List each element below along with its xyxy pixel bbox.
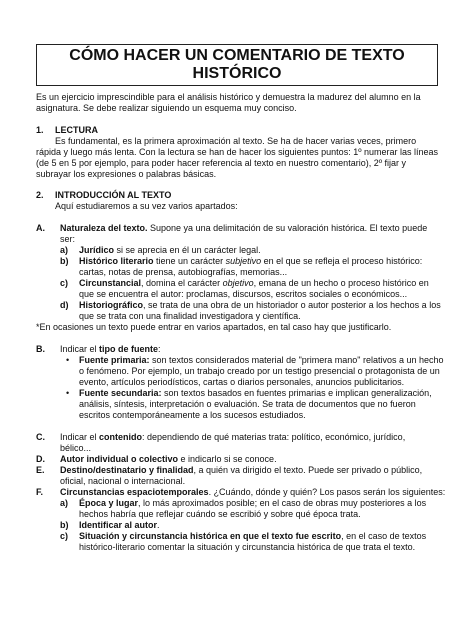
section-1-line-4: subrayar los expresiones o palabras básicas. (36, 169, 217, 179)
item-e-label: E. (36, 465, 45, 475)
item-d-bold: Autor individual o colectivo (60, 454, 179, 464)
intro-line-2: asignatura. Se debe realizar siguiendo un esquema muy conciso. (36, 103, 297, 113)
item-a-sub-b-mid: tiene un carácter (153, 256, 226, 266)
item-b-primary-line-2: o fenómeno. Por ejemplo, un trabajo creado por un testigo presencial o protagonista de un (79, 366, 440, 376)
item-a-sub-d-rest: , se trata de una obra de un historiador o autor posterior a los hechos a los (143, 300, 441, 310)
item-f-sub-b-rest: . (157, 520, 160, 530)
item-c-line-1 (60, 432, 405, 443)
item-b-secondary-bold: Fuente secundaria: (79, 388, 162, 398)
item-b-post: : (158, 344, 161, 354)
item-f-sub-a (79, 498, 426, 509)
title-line-2: HISTÓRICO (192, 65, 282, 82)
item-e-rest: , a quién va dirigido el texto. Puede ser privado o público, (193, 465, 423, 475)
item-a-note: *En ocasiones un texto puede entrar en varios apartados, en tal caso hay que justificarlo. (36, 322, 392, 332)
title-line-1: CÓMO HACER UN COMENTARIO DE TEXTO (69, 47, 405, 64)
intro-line-1: Es un ejercicio imprescindible para el análisis histórico y demuestra la madurez del alumno en la (36, 92, 421, 102)
section-2-subtitle: Aquí estudiaremos a su vez varios apartados: (55, 201, 238, 211)
item-e-line-1 (60, 465, 422, 476)
item-f-sub-c-line-2: histórico-literario comentar la situación y circunstancia histórica de que trata el texto. (79, 542, 416, 552)
item-a-sub-b-label: b) (60, 256, 69, 266)
item-a-sub-c-rest: , emana de un hecho o proceso histórico en (253, 278, 429, 288)
item-a-sub-d-bold: Historiográfico (79, 300, 144, 310)
item-a-sub-b (79, 256, 422, 267)
item-f-label: F. (36, 487, 44, 497)
item-c-line-2: bélico... (60, 443, 92, 453)
item-f-sub-c (79, 531, 426, 542)
item-a-sub-c-bold: Circunstancial (79, 278, 142, 288)
item-d-rest: e indicarlo si se conoce. (178, 454, 277, 464)
item-f-sub-a-rest: , lo más aproximados posible; en el caso de obras muy posteriores a los (138, 498, 427, 508)
item-d-label: D. (36, 454, 45, 464)
item-b-secondary-line-3: escritos contemporáneamente a los sucesos estudiados. (79, 410, 306, 420)
item-b-primary (79, 355, 444, 366)
item-b-primary-bold: Fuente primaria: (79, 355, 150, 365)
item-a-sub-d-line-2: que se trata con una finalidad investigadora y científica. (79, 311, 301, 321)
item-b-label: B. (36, 344, 45, 354)
item-f-sub-a-bold: Época y lugar (79, 498, 139, 508)
item-a-sub-a-bold: Jurídico (79, 245, 115, 255)
item-b-line-1 (60, 344, 161, 355)
section-1-line-2: rápida y luego más lenta. Con la lectura se han de hacer los siguientes puntos: 1º numerar las líneas (36, 147, 439, 157)
item-a-rest: Supone ya una delimitación de su valoración histórica. El texto puede (147, 223, 428, 233)
item-a-sub-c-line-2: que se encuentra el autor: proclamas, discursos, escritos sociales o económicos... (79, 289, 408, 299)
section-1-heading: LECTURA (55, 125, 98, 135)
item-b-bold: tipo de fuente (99, 344, 159, 354)
item-c-rest: : dependiendo de qué materias trata: político, económico, jurídico, (142, 432, 406, 442)
item-e-bold: Destino/destinatario y finalidad (60, 465, 194, 475)
item-b-secondary (79, 388, 432, 399)
section-2-number: 2. (36, 190, 44, 200)
item-f-line-1 (60, 487, 445, 498)
item-a-sub-b-bold: Histórico literario (79, 256, 154, 266)
item-a-line-2: ser: (60, 234, 76, 244)
item-b-secondary-rest: son textos basados en fuentes primarias e implican generalización, (161, 388, 432, 398)
item-a-sub-c-mid: , domina el carácter (141, 278, 223, 288)
item-f-sub-a-line-2: hechos habría que reflejar cuándo se escribió y sobre qué época trata. (79, 509, 361, 519)
item-a-sub-a-rest: si se aprecia en él un carácter legal. (114, 245, 261, 255)
item-a-sub-a-label: a) (60, 245, 69, 255)
item-d-line-1 (60, 454, 277, 465)
item-a-sub-d (79, 300, 441, 311)
item-a-line-1 (60, 223, 427, 234)
item-f-sub-c-bold: Situación y circunstancia histórica en que el texto fue escrito (79, 531, 342, 541)
item-f-bold: Circunstancias espaciotemporales (60, 487, 209, 497)
section-1-line-1: Es fundamental, es la primera aproximación al texto. Se ha de hacer varias veces, primero (55, 136, 417, 146)
item-a-sub-d-label: d) (60, 300, 69, 310)
item-a-sub-b-line-2: cartas, notas de prensa, autobiografías, memorias... (79, 267, 288, 277)
item-a-sub-a (79, 245, 261, 256)
item-b-secondary-line-2: análisis, síntesis, interpretación o evaluación. Se trata de documentos que no fueron (79, 399, 416, 409)
item-b-primary-rest: son textos considerados material de "primera mano" relativos a un hecho (149, 355, 444, 365)
item-b-primary-line-3: evento, artículos periodísticos, cartas o diarios personales, anuncios publicitarios. (79, 377, 405, 387)
item-a-sub-c (79, 278, 429, 289)
item-a-sub-b-italic: subjetivo (225, 256, 262, 266)
item-a-sub-b-rest: en el que se refleja el proceso histórico: (261, 256, 423, 266)
section-2-heading: INTRODUCCIÓN AL TEXTO (55, 190, 172, 200)
section-1-line-3: (de 5 en 5 por ejemplo, para poder hacer referencia al texto en nuestro comentario), 2º fijar y (36, 158, 406, 168)
item-f-sub-b (79, 520, 160, 531)
item-a-sub-c-label: c) (60, 278, 69, 288)
item-f-sub-c-rest: , en el caso de textos (341, 531, 427, 541)
item-f-sub-c-label: c) (60, 531, 69, 541)
item-c-bold: contenido (99, 432, 143, 442)
item-c-label: C. (36, 432, 45, 442)
item-f-rest: . ¿Cuándo, dónde y quién? Los pasos serán los siguientes: (208, 487, 446, 497)
item-c-pre: Indicar el (60, 432, 100, 442)
bullet-icon: • (66, 355, 70, 365)
item-a-label: A. (36, 223, 45, 233)
item-f-sub-b-label: b) (60, 520, 69, 530)
item-b-pre: Indicar el (60, 344, 100, 354)
section-1-number: 1. (36, 125, 44, 135)
item-f-sub-b-bold: Identificar al autor (79, 520, 158, 530)
item-f-sub-a-label: a) (60, 498, 69, 508)
item-e-line-2: oficial, nacional o internacional. (60, 476, 186, 486)
item-a-bold: Naturaleza del texto. (60, 223, 148, 233)
document-title (36, 44, 438, 86)
item-a-sub-c-italic: objetivo (222, 278, 254, 288)
bullet-icon: • (66, 388, 70, 398)
